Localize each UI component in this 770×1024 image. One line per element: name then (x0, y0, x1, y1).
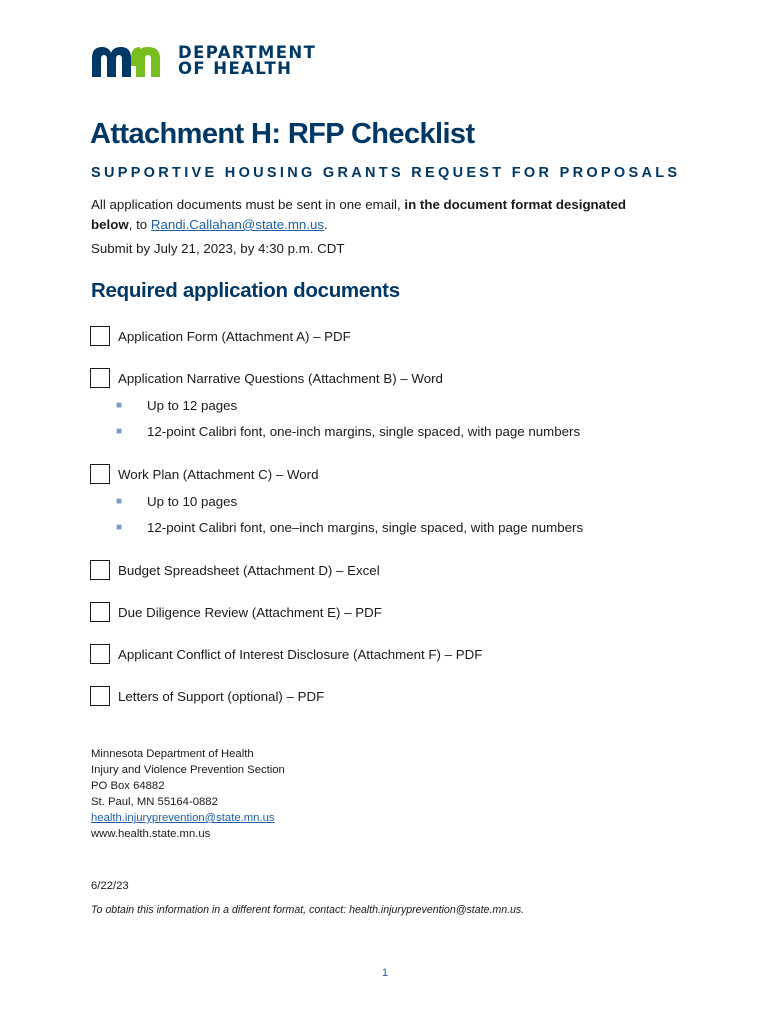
logo-line-2: OF HEALTH (178, 59, 293, 78)
sub-list-item (116, 494, 237, 509)
page-title: Attachment H: RFP Checklist (90, 118, 475, 150)
contact-org: Minnesota Department of Health (91, 748, 254, 760)
page-subtitle: SUPPORTIVE HOUSING GRANTS REQUEST FOR PROPOSALS (91, 165, 681, 181)
contact-website: www.health.state.mn.us (91, 828, 211, 840)
contact-po-box: PO Box 64882 (91, 780, 165, 792)
checklist-item-application-form[interactable] (90, 326, 351, 346)
mn-logo-mark-icon (90, 44, 172, 78)
sub-list-item-text: 12-point Calibri font, one–inch margins, single spaced, with page numbers (147, 520, 584, 535)
checklist-item-label: Application Narrative Questions (Attachment B) – Word (118, 370, 443, 386)
page-number: 1 (381, 967, 389, 979)
checkbox[interactable] (90, 686, 110, 706)
checklist-item-label: Budget Spreadsheet (Attachment D) – Excel (118, 562, 380, 578)
sub-list-item (116, 424, 580, 439)
checkbox[interactable] (90, 326, 110, 346)
checkbox[interactable] (90, 602, 110, 622)
checklist-item-narrative-questions[interactable] (90, 368, 443, 388)
submission-email-link[interactable]: Randi.Callahan@state.mn.us (150, 217, 325, 232)
sub-list-item-text: Up to 12 pages (147, 398, 238, 413)
contact-block (91, 746, 285, 842)
checklist-item-due-diligence[interactable] (90, 602, 382, 622)
deadline-text: Submit by July 21, 2023, by 4:30 p.m. CDT (91, 241, 345, 256)
intro-text-mid: , to (128, 217, 151, 232)
contact-section: Injury and Violence Prevention Section (91, 764, 285, 776)
intro-paragraph (91, 195, 661, 235)
bullet-icon: ■ (116, 496, 123, 507)
intro-text-after: . (324, 217, 328, 232)
logo-wordmark (178, 45, 316, 77)
checkbox[interactable] (90, 644, 110, 664)
bullet-icon: ■ (116, 522, 123, 533)
checklist-item-letters-of-support[interactable] (90, 686, 324, 706)
checklist-item-label: Work Plan (Attachment C) – Word (118, 466, 319, 482)
document-date: 6/22/23 (91, 880, 129, 892)
checklist-item-conflict-of-interest[interactable] (90, 644, 482, 664)
checkbox[interactable] (90, 464, 110, 484)
contact-email-link[interactable]: health.injuryprevention@state.mn.us (91, 812, 275, 824)
bullet-icon: ■ (116, 426, 123, 437)
sub-list-item-text: Up to 10 pages (147, 494, 238, 509)
checklist-item-label: Due Diligence Review (Attachment E) – PDF (118, 604, 382, 620)
accessibility-note: To obtain this information in a different format, contact: health.injuryprevention@state.mn.us. (91, 904, 525, 916)
checkbox[interactable] (90, 560, 110, 580)
bullet-icon: ■ (116, 400, 123, 411)
sub-list-item (116, 520, 583, 535)
checkbox[interactable] (90, 368, 110, 388)
checklist-item-label: Applicant Conflict of Interest Disclosure (Attachment F) – PDF (118, 646, 483, 662)
checklist-item-work-plan[interactable] (90, 464, 319, 484)
checklist-item-label: Letters of Support (optional) – PDF (118, 688, 325, 704)
intro-text-before: All application documents must be sent in one email, (91, 197, 405, 212)
checklist-item-budget-spreadsheet[interactable] (90, 560, 380, 580)
logo-line-1: DEPARTMENT (178, 43, 317, 62)
section-heading: Required application documents (91, 279, 400, 302)
checklist-item-label: Application Form (Attachment A) – PDF (118, 328, 351, 344)
mdh-logo (90, 44, 316, 78)
sub-list-item (116, 398, 237, 413)
intro-bold-text: in the document format designated below (91, 197, 627, 232)
contact-city: St. Paul, MN 55164-0882 (91, 796, 218, 808)
sub-list-item-text: 12-point Calibri font, one-inch margins, single spaced, with page numbers (147, 424, 581, 439)
